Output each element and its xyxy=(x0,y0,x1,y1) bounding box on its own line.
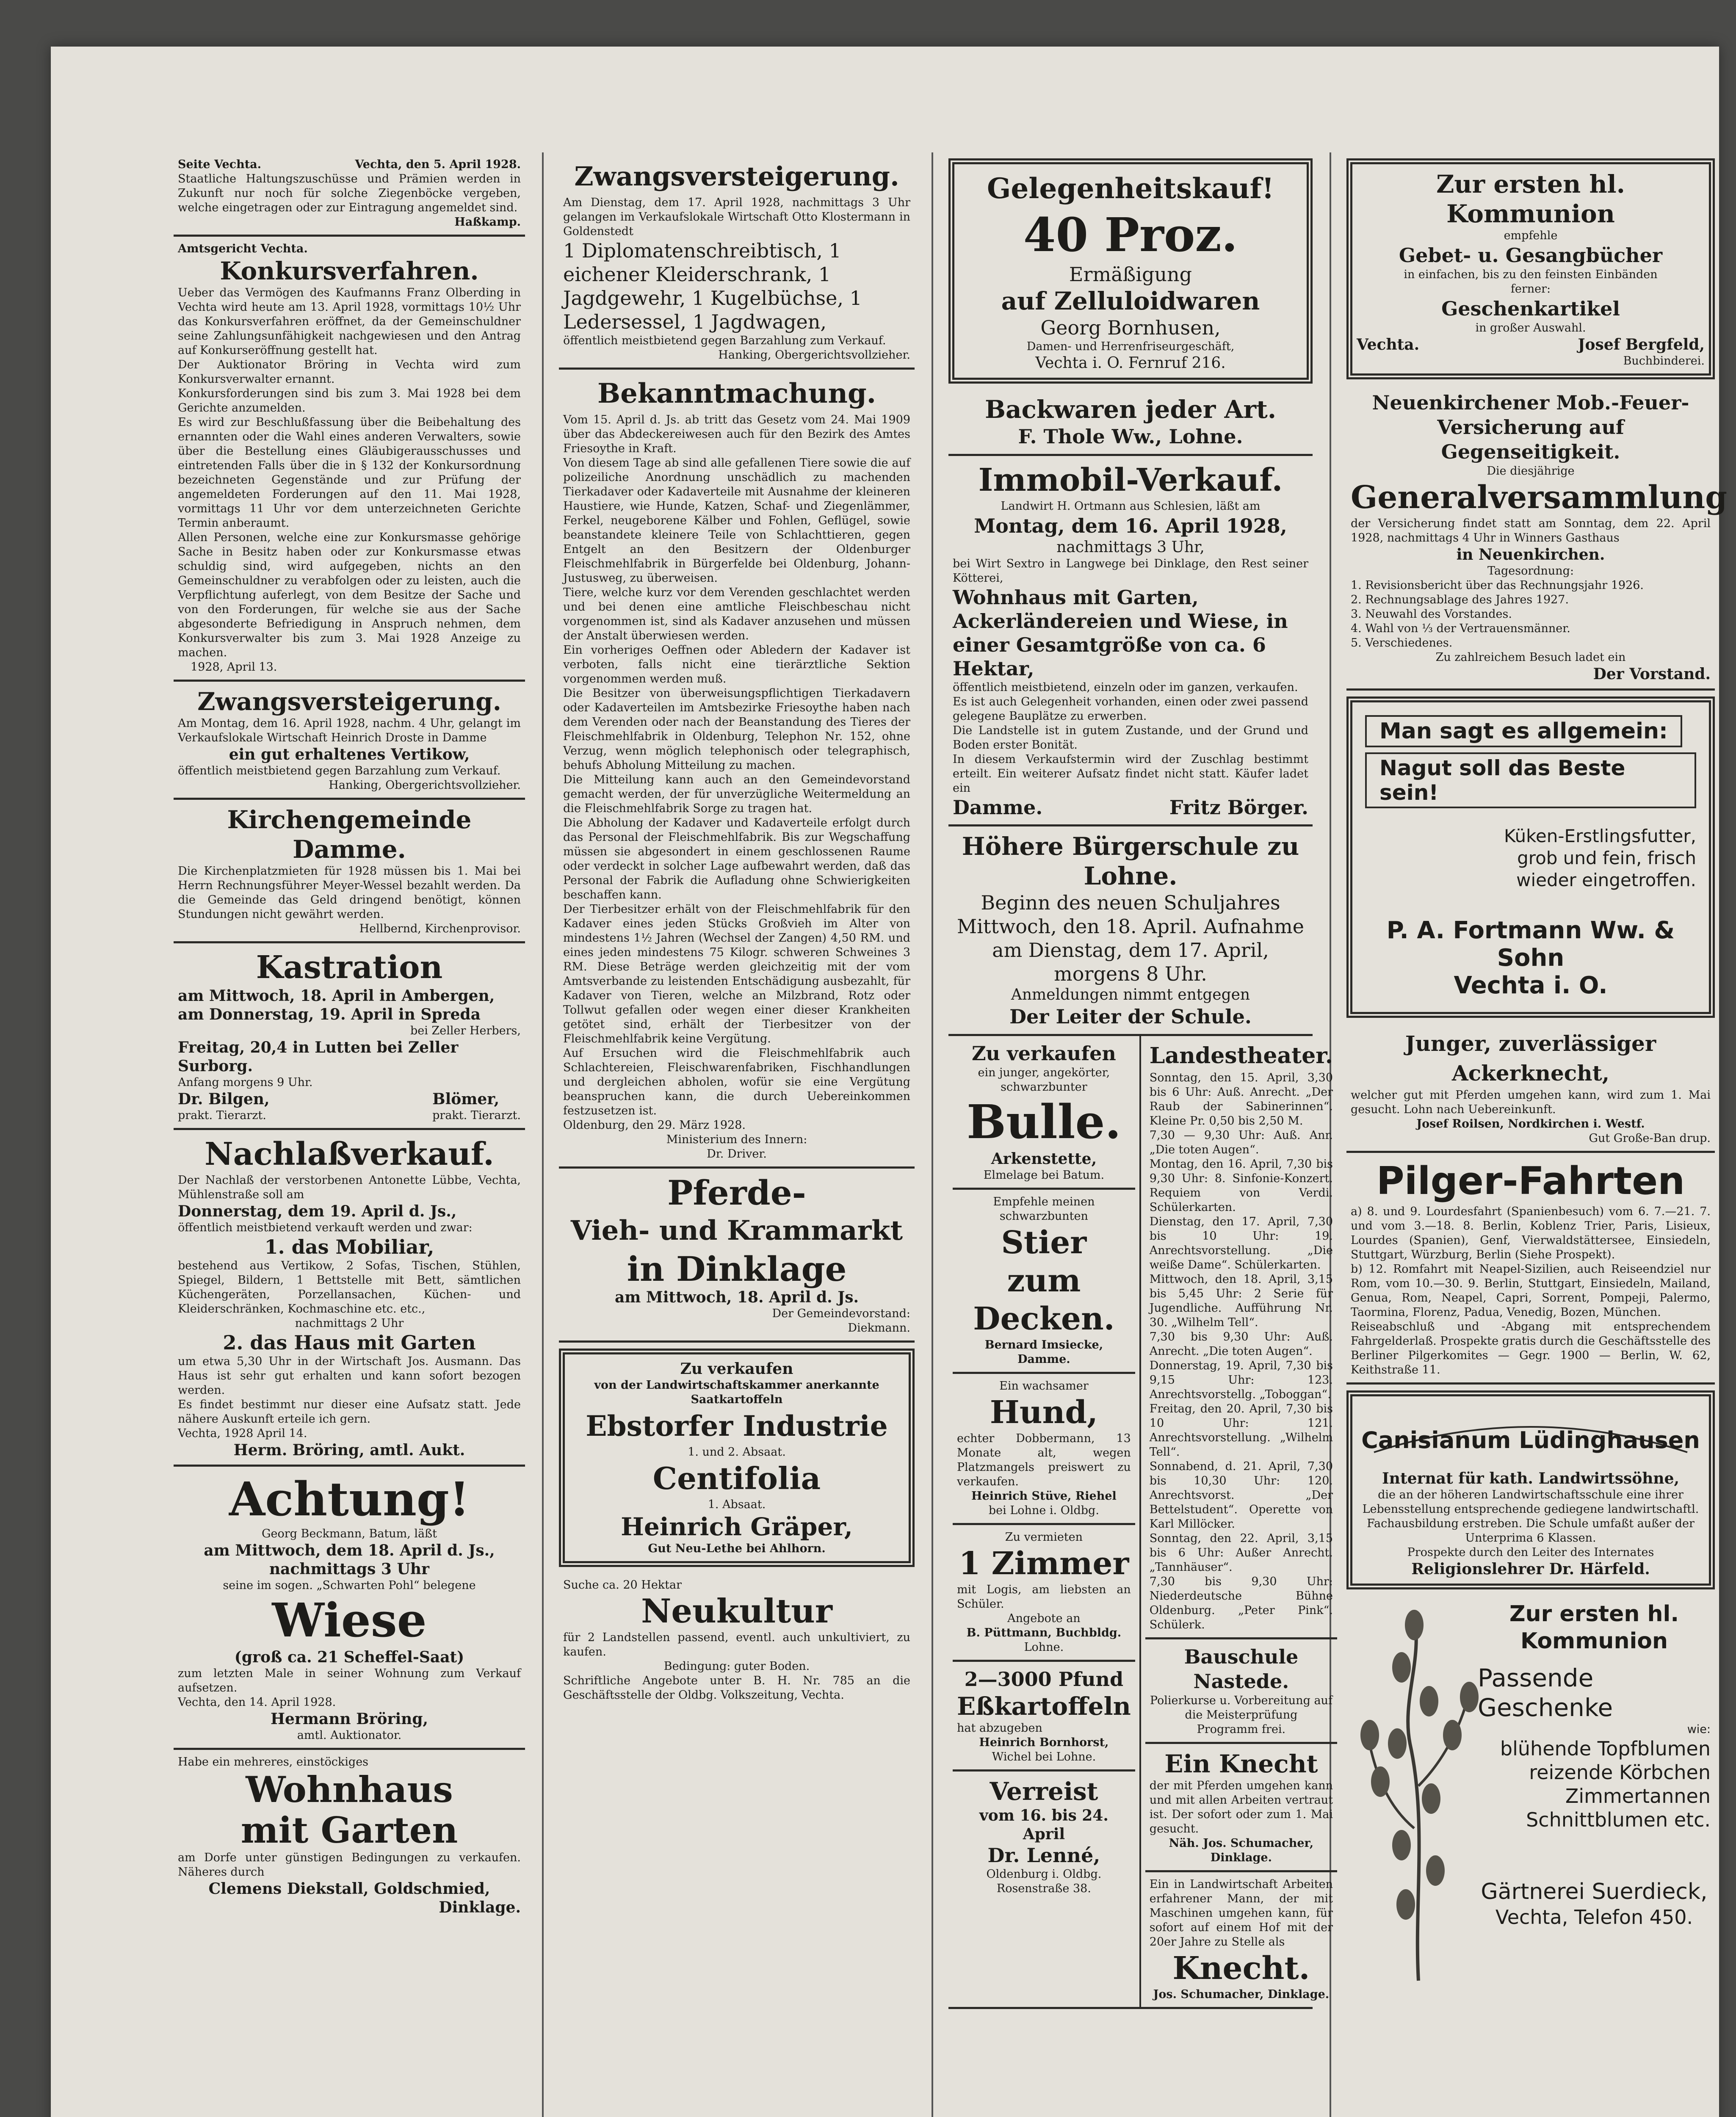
saat-lead: Zu verkaufen xyxy=(680,1360,793,1378)
neukultur-title: Neukultur xyxy=(641,1592,832,1631)
gv-place: in Neuenkirchen. xyxy=(1456,546,1605,564)
achtung-date: Vechta, den 14. April 1928. xyxy=(178,1696,336,1709)
canisianum-l3: Prospekte durch den Leiter des Internates xyxy=(1407,1546,1654,1559)
stier-lead: Empfehle meinen schwarzbunten xyxy=(993,1195,1095,1223)
achtung-wiese: Wiese xyxy=(272,1593,427,1647)
gv-text2: Zu zahlreichem Besuch ladet ein xyxy=(1435,651,1626,664)
header-left: Seite Vechta. xyxy=(178,158,262,171)
immobil-l8: Die Landstelle ist in gutem Zustande, und der Grund und Boden erster Bonität. xyxy=(953,724,1308,752)
gelegenheit-percent: 40 Proz. xyxy=(1023,207,1238,262)
fortmann-l3: wieder eingetroffen. xyxy=(1516,870,1696,890)
wohnhaus-ad xyxy=(174,1750,525,1922)
gv-lead: Neuenkirchener Mob.-Feuer-Versicherung auf Gegenseitigkeit. xyxy=(1372,391,1689,463)
generalversammlung-ad xyxy=(1346,385,1727,691)
wohnhaus-text: am Dorfe unter günstigen Bedingungen zu verkaufen. Näheres durch xyxy=(178,1851,521,1879)
zwang-notice-2 xyxy=(559,152,915,370)
hund-name: Heinrich Stüve, Riehel xyxy=(971,1490,1117,1503)
gv-text: der Versicherung findet statt am Sonntag, dem 22. April 1928, nachmittags 4 Uhr in Winners Gasthaus xyxy=(1351,517,1711,544)
konkurs-text3: Konkursforderungen sind bis zum 3. Mai 1928 bei dem Gerichte anzumelden. xyxy=(178,387,521,415)
theater-p4: Dienstag, den 17. April, 7,30 bis 10 Uhr: 19. Anrechtsvorstellung. „Die weiße Dame“. Schülerkarten. xyxy=(1149,1215,1333,1271)
neukultur-text2: Bedingung: guter Boden. xyxy=(663,1660,810,1673)
kommunion-title: Zur ersten hl. Kommunion xyxy=(1436,170,1625,228)
schule-l1: Beginn des neuen Schuljahres Mittwoch, den 18. April. Aufnahme am Dienstag, dem 17. April, morgens 8 Uhr. xyxy=(957,891,1304,985)
backwaren-ad xyxy=(948,390,1313,456)
col3-right xyxy=(1139,1036,1341,2007)
suerdieck-t2: Geschenke xyxy=(1478,1693,1613,1722)
zimmer-ad xyxy=(953,1525,1135,1662)
column-3 xyxy=(948,152,1333,2009)
bulle-sub: ein junger, angekörter, schwarzbunter xyxy=(978,1066,1110,1094)
bekannt-p3: Tiere, welche kurz vor dem Verenden geschlachtet werden und bei denen eine amtliche Fleischbeschau nicht vorgenommen ist, sind als Kadaver anzusehen und müssen der Anstalt überwiesen werden. xyxy=(563,586,910,642)
konkurs-date: 1928, April 13. xyxy=(191,661,277,674)
zwang-title: Zwangsversteigerung. xyxy=(197,687,501,716)
knecht2-title: Knecht. xyxy=(1172,1950,1310,1987)
zimmer-address: Lohne. xyxy=(1024,1641,1064,1654)
column-1 xyxy=(174,152,525,1922)
konkurs-title: Konkursverfahren. xyxy=(220,257,479,285)
court-name: Amtsgericht Vechta. xyxy=(178,242,308,255)
bekannt-p4: Ein vorheriges Oeffnen oder Abledern der Kadaver ist verboten, falls nicht eine tierärztliche Sektion vorgenommen werden muß. xyxy=(563,644,910,685)
bulle-lead: Zu verkaufen xyxy=(971,1042,1116,1065)
theater-p2: 7,30 — 9,30 Uhr: Auß. Anr. „Die toten Augen“. xyxy=(1149,1129,1333,1156)
markt-title2: Vieh- und Krammarkt xyxy=(570,1215,903,1246)
knecht-name: Näh. Jos. Schumacher, Dinklage. xyxy=(1169,1837,1314,1864)
achtung-text3: seine im sogen. „Schwarten Pohl“ belegene xyxy=(223,1579,476,1592)
pilger-c: Reiseabschluß und -Abgang mit entsprechendem Fahrgelderlaß. Prospekte gratis durch die Geschäftsstelle des Berliner Pilgerkomites — Gegr. 1900 — Berlin, W. 62, Keithstraße 11. xyxy=(1351,1320,1711,1376)
verreist-dates: vom 16. bis 24. April xyxy=(979,1807,1108,1843)
knecht2-ad xyxy=(1145,1872,1337,2007)
bekannt-p2: Von diesem Tage ab sind alle gefallenen Tiere sowie die auf polizeiliche Anordnung unschädlich zu machenden Tierkadaver oder Kadaverteile mit Ausnahme der kleineren Haustiere, wie Hunde, Katzen, Schaf- und Ziegenlämmer, Ferkel, neugeborene Kälber und Fohlen, Geflügel, sowie beanstandete kleinere Teile von Schlachttieren, gegen Entgelt an den Besitzern der Oldenburger Fleischmehlfabrik in Bürgerfelde bei Oldenburg, Johann-Justusweg, zu überweisen. xyxy=(563,456,910,585)
immobil-l7: Es ist auch Gelegenheit vorhanden, einen oder zwei passend gelegene Bauplätze zu erwerben. xyxy=(953,695,1308,723)
markt-title3: in Dinklage xyxy=(627,1249,847,1289)
nachlass-title: Nachlaßverkauf. xyxy=(205,1136,494,1172)
ackerknecht-address: Gut Große-Ban drup. xyxy=(1589,1132,1711,1145)
zimmer-text: mit Logis, am liebsten an Schüler. xyxy=(957,1583,1131,1611)
column-4 xyxy=(1346,152,1727,2037)
wohnhaus-signature: Clemens Diekstall, Goldschmied, xyxy=(208,1880,490,1898)
saat-variety1-note: 1. und 2. Absaat. xyxy=(688,1445,786,1459)
zwang-text2: öffentlich meistbietend gegen Barzahlung zum Verkauf. xyxy=(178,764,501,777)
bulle-ad xyxy=(953,1036,1135,1190)
kastration-line2: am Donnerstag, 19. April in Spreda xyxy=(178,1006,481,1023)
kastration-ad xyxy=(174,943,525,1130)
neukultur-text: für 2 Landstellen passend, eventl. auch unkultiviert, zu kaufen. xyxy=(563,1631,910,1658)
hund-address: bei Lohne i. Oldbg. xyxy=(988,1504,1099,1517)
gelegenheit-ad xyxy=(948,158,1313,384)
bekannt-p1: Vom 15. April d. Js. ab tritt das Gesetz vom 24. Mai 1909 über das Abdeckereiwesen auch für den Bezirk des Amtes Friesoythe in Kraft. xyxy=(563,413,910,455)
zwang2-text2: öffentlich meistbietend gegen Barzahlung zum Verkauf. xyxy=(563,334,886,347)
immobil-place: Damme. xyxy=(953,796,1043,819)
bauschule-title: Bauschule Nastede. xyxy=(1184,1645,1299,1693)
gv-agenda-item: 1. Revisionsbericht über das Rechnungsjahr 1926. xyxy=(1351,579,1644,592)
achtung-text2: am Mittwoch, dem 18. April d. Js., nachmittags 3 Uhr xyxy=(204,1542,495,1578)
zwang-signature: Hanking, Obergerichtsvollzieher. xyxy=(329,779,521,792)
immobil-l5: Wohnhaus mit Garten, Ackerländereien und Wiese, in einer Gesamtgröße von ca. 6 Hektar, xyxy=(953,586,1288,680)
kastration-title: Kastration xyxy=(256,949,443,986)
zimmer-text2: Angebote an xyxy=(1007,1612,1081,1625)
zimmer-lead: Zu vermieten xyxy=(1005,1531,1083,1544)
bekannt-p8: Der Tierbesitzer erhält von der Fleischmehlfabrik für den Kadaver eines jeden Stücks Großvieh im Alter von mindestens 1½ Jahren (Wechsel der Zangen) 4,50 RM. und eines jeden mindestens 75 Kilogr. schweren Schweines 3 RM. Diese Beträge werden gleichzeitig mit der vom Amtsverbande zu leistenden Entschädigung ausbezahlt, für Kadaver von Tieren, welche an Milzbrand, Rotz oder Tollwut gefallen oder wegen einer dieser Krankheiten getötet sind, erhält der Tierbesitzer von der Fleischmehlfabrik keine Vergütung. xyxy=(563,903,910,1045)
wohnhaus-title1: Wohnhaus xyxy=(246,1769,453,1810)
zimmer-name: B. Püttmann, Buchbldg. xyxy=(966,1626,1122,1639)
canisianum-l1: Internat für kath. Landwirtssöhne, xyxy=(1382,1470,1680,1487)
theater-p9: Sonnabend, d. 21. April, 7,30 bis 10,30 Uhr: 120. Anrechtsvorst. „Der Bettelstudent“. Operette von Karl Millöcker. xyxy=(1149,1460,1333,1531)
bekannt-p7: Die Abholung der Kadaver und Kadaverteile erfolgt durch das Personal der Fleischmehlfabrik. Bis zur Wegschaffung müssen sie abgesondert in einem geschlossenen Raume oder verdeckt in solcher Lage aufbewahrt werden, daß das Personal der Fabrik die Aufladung ohne Schwierigkeiten beschaffen kann. xyxy=(563,816,910,901)
immobil-l1: Landwirt H. Ortmann aus Schlesien, läßt am xyxy=(1001,500,1261,513)
fortmann-ad xyxy=(1346,696,1715,1018)
saat-sub: von der Landwirtschaftskammer anerkannte Saatkartoffeln xyxy=(594,1379,879,1406)
gelegenheit-name: Georg Bornhusen, xyxy=(1040,316,1221,339)
markt-date: am Mittwoch, 18. April d. Js. xyxy=(614,1288,859,1306)
achtung-text4: (groß ca. 21 Scheffel-Saat) xyxy=(234,1648,464,1666)
zwang-notice-1 xyxy=(174,682,525,800)
achtung-ad xyxy=(174,1467,525,1750)
immobil-l9: In diesem Verkaufstermin wird der Zuschlag bestimmt erteilt. Ein weiterer Aufsatz findet nicht statt. Käufer ladet ein xyxy=(953,753,1308,795)
bekannt-p6: Die Mitteilung kann auch an den Gemeindevorstand gemacht werden, der für unverzügliche Weitermeldung an die Fleischmehlfabrik Sorge zu tragen hat. xyxy=(563,773,910,815)
knecht-title: Ein Knecht xyxy=(1164,1749,1318,1778)
achtung-signature: Hermann Bröring, xyxy=(270,1710,428,1728)
bauschule-text2: Programm frei. xyxy=(1197,1723,1286,1736)
hund-title: Hund, xyxy=(990,1394,1098,1431)
canisianum-banner xyxy=(1357,1401,1704,1469)
nachlass-date2: Vechta, 1928 April 14. xyxy=(178,1427,307,1440)
backwaren-title: Backwaren jeder Art. xyxy=(984,395,1277,424)
knecht-ad xyxy=(1145,1744,1337,1872)
knecht2-text: Ein in Landwirtschaft Arbeiten erfahrener Mann, der mit Maschinen umgehen kann, für sofort auf einem Hof mit der 20er Jahre zu Stelle als xyxy=(1149,1878,1333,1948)
stier-title2: zum Decken. xyxy=(973,1263,1115,1337)
ess-text: hat abzugeben xyxy=(957,1722,1042,1735)
newspaper-page xyxy=(174,152,1727,2117)
intro-notice xyxy=(174,152,525,237)
ess-address: Wichel bei Lohne. xyxy=(992,1750,1096,1763)
schule-l2: Anmeldungen nimmt entgegen xyxy=(1011,986,1250,1003)
saat-variety2: Centifolia xyxy=(652,1460,821,1496)
ackerknecht-ad xyxy=(1346,1024,1715,1153)
bulle-title: Bulle. xyxy=(966,1094,1121,1149)
verreist-address2: Rosenstraße 38. xyxy=(996,1882,1091,1895)
col3-split xyxy=(948,1036,1333,2009)
kastration-line2b: bei Zeller Herbers, xyxy=(410,1024,521,1037)
bekannt-p5: Die Besitzer von überweisungspflichtigen Tierkadavern oder Kadaverteilen im Amtsbezirke Friesoythe haben nach dem Verenden oder nach der Beanstandung des Tieres der Fleischmehlfabrik in Oldenburg, Telephon Nr. 152, ohne Verzug, wenn möglich telephonisch oder telegraphisch, behufs Abholung Mitteilung zu machen. xyxy=(563,687,910,772)
gelegenheit-title: Gelegenheitskauf! xyxy=(987,172,1274,205)
catkin-branch-illustration xyxy=(1351,1608,1490,1989)
suerdieck-t1: Passende xyxy=(1478,1664,1594,1692)
bauschule-ad xyxy=(1145,1639,1337,1744)
zwang2-text: Am Dienstag, dem 17. April 1928, nachmittags 3 Uhr gelangen im Verkaufslokale Wirtschaft Otto Klostermann in Goldenstedt xyxy=(563,196,910,238)
kommunion-l2: Gebet- u. Gesangbücher xyxy=(1399,244,1663,267)
schule-signature: Der Leiter der Schule. xyxy=(1009,1005,1252,1028)
theater-p11: 7,30 bis 9,30 Uhr: Niederdeutsche Bühne Oldenburg. „Peter Pink“. Schülerk. xyxy=(1149,1575,1333,1631)
konkurs-text1: Ueber das Vermögen des Kaufmanns Franz Olberding in Vechta wird heute am 13. April 1928, vormittags 10½ Uhr das Konkursverfahren eröffnet, da der Gemeinschuldner seine Zahlungsunfähigkeit nachgewiesen und den Antrag auf Konkurseröffnung gestellt hat. xyxy=(178,286,521,357)
verreist-address: Oldenburg i. Oldbg. xyxy=(986,1868,1102,1881)
nachlass-ad xyxy=(174,1130,525,1467)
bulle-name: Arkenstette, xyxy=(991,1150,1097,1168)
gv-signature: Der Vorstand. xyxy=(1593,665,1711,683)
markt-signature: Der Gemeindevorstand: xyxy=(772,1307,910,1320)
gv-sub: Die diesjährige xyxy=(1487,464,1575,478)
ackerknecht-title: Junger, zuverlässiger Ackerknecht, xyxy=(1405,1031,1656,1086)
canisianum-l2: die an der höheren Landwirtschaftsschule eine ihrer Lebensstellung entsprechende gediegene landwirtschaftl. Fachausbildung erstreben. Die Schule umfaßt außer der Unterprima 6 Klassen. xyxy=(1362,1488,1699,1545)
markt-title1: Pferde- xyxy=(667,1173,806,1213)
pilger-title: Pilger-Fahrten xyxy=(1376,1159,1685,1203)
verreist-ad xyxy=(953,1772,1135,1901)
bekannt-notice xyxy=(559,370,915,1169)
hund-text: echter Dobbermann, 13 Monate alt, wegen Platzmangels preiswert zu verkaufen. xyxy=(957,1432,1131,1488)
canisianum-ad xyxy=(1346,1390,1715,1589)
verreist-title: Verreist xyxy=(990,1777,1098,1806)
saat-address: Gut Neu-Lethe bei Ahlhorn. xyxy=(648,1542,826,1555)
achtung-title: Achtung! xyxy=(229,1472,470,1526)
newspaper-sheet xyxy=(51,47,1727,2117)
kommunion-books-ad xyxy=(1346,158,1715,379)
zwang-text: Am Montag, dem 16. April 1928, nachm. 4 Uhr, gelangt im Verkaufslokale Wirtschaft Heinrich Droste in Damme xyxy=(178,717,521,744)
suerdieck-item: Zimmertannen xyxy=(1565,1785,1711,1807)
zwang2-signature: Hanking, Obergerichtsvollzieher. xyxy=(718,348,910,362)
col3-left xyxy=(948,1036,1139,2007)
immobil-l4: bei Wirt Sextro in Langwege bei Dinklage, den Rest seiner Kötterei, xyxy=(953,557,1308,585)
saat-ad xyxy=(559,1349,915,1567)
theater-p1: Sonntag, den 15. April, 3,30 bis 6 Uhr: Auß. Anrecht. „Der Raub der Sabinerinnen“. Kleine Pr. 0,50 bis 2,50 M. xyxy=(1149,1071,1333,1128)
gv-agenda-item: 4. Wahl von ⅓ der Vertrauensmänner. xyxy=(1351,622,1570,635)
kommunion-l5: Geschenkartikel xyxy=(1441,297,1620,320)
bekannt-title: Bekanntmachung. xyxy=(597,378,876,409)
fortmann-slogan1: Man sagt es allgemein: xyxy=(1365,715,1682,747)
canisianum-title: Canisianum Lüdinghausen xyxy=(1361,1427,1700,1454)
wohnhaus-lead: Habe ein mehreres, einstöckiges xyxy=(178,1755,369,1769)
bekannt-date: Oldenburg, den 29. März 1928. xyxy=(563,1119,746,1132)
nachlass-item2-desc: um etwa 5,30 Uhr in der Wirtschaft Jos. Ausmann. Das Haus ist sehr gut erhalten und kann sofort bezogen werden. xyxy=(178,1355,521,1397)
theater-ad xyxy=(1145,1036,1337,1639)
nachlass-item1-desc: bestehend aus Vertikow, 2 Sofas, Tischen, Stühlen, Spiegel, Bildern, 1 Bettstelle mit Bett, sämtlichen Küchengeräten, Porzellansachen, Küchen- und Kleiderschränken, Kochmaschine etc. etc., xyxy=(178,1259,521,1316)
intro-signature: Haßkamp. xyxy=(454,216,521,229)
immobil-signature: Fritz Börger. xyxy=(1169,796,1308,819)
zwang2-title: Zwangsversteigerung. xyxy=(574,161,899,192)
column-2 xyxy=(559,152,915,1708)
schule-title: Höhere Bürgerschule zu Lohne. xyxy=(962,832,1299,890)
ess-name: Heinrich Bornhorst, xyxy=(979,1736,1109,1749)
pilger-ad xyxy=(1346,1153,1715,1385)
nachlass-text2: öffentlich meistbietend verkauft werden und zwar: xyxy=(178,1221,473,1234)
fortmann-place: Vechta i. O. xyxy=(1454,972,1608,999)
suerdieck-title: Zur ersten hl. Kommunion xyxy=(1509,1601,1679,1654)
zwang2-items: 1 Diplomatenschreibtisch, 1 eichener Kleiderschrank, 1 Jagdgewehr, 1 Kugelbüchse, 1 Ledersessel, 1 Jagdwagen, xyxy=(563,239,862,333)
immobil-title: Immobil-Verkauf. xyxy=(978,462,1283,498)
intro-text: Staatliche Haltungszuschüsse und Prämien werden in Zukunft nur noch für solche Ziegenböcke vergeben, welche eingetragen oder zur Eintragung angemeldet sind. xyxy=(178,172,521,214)
stier-name: Bernard Imsiecke, Damme. xyxy=(984,1338,1103,1366)
kirche-signature: Hellbernd, Kirchenprovisor. xyxy=(359,922,521,935)
gelegenheit-line2: auf Zelluloidwaren xyxy=(1001,287,1260,315)
vet-2-title: prakt. Tierarzt. xyxy=(432,1109,521,1122)
markt-ad xyxy=(559,1169,915,1343)
kastration-line1: am Mittwoch, 18. April in Ambergen, xyxy=(178,987,495,1005)
fortmann-l2: grob und fein, frisch xyxy=(1517,848,1696,868)
nachlass-text3: Es findet bestimmt nur dieser eine Aufsatz statt. Jede nähere Auskunft erteile ich gern. xyxy=(178,1398,521,1426)
suerdieck-item: reizende Körbchen xyxy=(1529,1761,1711,1784)
neukultur-lead: Suche ca. 20 Hektar xyxy=(563,1578,682,1592)
ess-title2: Eßkartoffeln xyxy=(957,1692,1131,1721)
kirche-text: Die Kirchenplatzmieten für 1928 müssen bis 1. Mai bei Herrn Rechnungsführer Meyer-Wessel bezahlt werden. Da die Gemeinde das Geld dringend benötigt, können Stundungen nicht gewährt werden. xyxy=(178,865,521,921)
column-rule xyxy=(932,152,933,2117)
nachlass-text: Der Nachlaß der verstorbenen Antonette Lübbe, Vechta, Mühlenstraße soll am xyxy=(178,1174,521,1201)
theater-p7: Donnerstag, 19. April, 7,30 bis 9,15 Uhr: 123. Anrechtsvorstellg. „Toboggan“. xyxy=(1149,1359,1333,1401)
konkurs-text4: Es wird zur Beschlußfassung über die Beibehaltung des ernannten oder die Wahl eines anderen Verwalters, sowie über die Bestellung eines Gläubigerausschusses und eintretenden Falls über die in § 132 der Konkursordnung bezeichneten Gegenstände und zur Prüfung der angemeldeten Forderungen auf den 11. Mai 1928, vormittags 11 Uhr vor dem unterzeichneten Gerichte Termin anberaumt. xyxy=(178,416,521,530)
konkurs-text5: Allen Personen, welche eine zur Konkursmasse gehörige Sache in Besitz haben oder zur Konkursmasse etwas schuldig sind, wird aufgegeben, nichts an den Gemeinschuldner zu verabfolgen oder zu leisten, auch die Verpflichtung auferlegt, von dem Besitze der Sache und von den Forderungen, für welche sie aus der Sache abgesonderte Befriedigung in Anspruch nehmen, dem Konkursverwalter bis zum 3. Mai 1928 Anzeige zu machen. xyxy=(178,531,521,659)
kommunion-l3: in einfachen, bis zu den feinsten Einbänden xyxy=(1404,268,1658,281)
bulle-address: Elmelage bei Batum. xyxy=(983,1169,1105,1182)
zwang-item: ein gut erhaltenes Vertikow, xyxy=(229,746,470,763)
nachlass-time: nachmittags 2 Uhr xyxy=(295,1317,404,1330)
suerdieck-ad xyxy=(1346,1595,1715,2037)
column-rule xyxy=(542,152,544,2117)
wohnhaus-title2: mit Garten xyxy=(240,1809,458,1851)
kommunion-l6: in großer Auswahl. xyxy=(1475,321,1586,334)
theater-p10: Sonntag, den 22. April, 3,15 bis 6 Uhr: Außer Anrecht. „Tannhäuser“. xyxy=(1149,1532,1333,1574)
kastration-line3: Freitag, 20,4 in Lutten bei Zeller Surborg. xyxy=(178,1039,459,1075)
gv-agenda-item: 3. Neuwahl des Vorstandes. xyxy=(1351,608,1512,621)
immobil-l6: öffentlich meistbietend, einzeln oder im ganzen, verkaufen. xyxy=(953,681,1298,694)
gelegenheit-sub: Damen- und Herrenfriseurgeschäft, xyxy=(1026,340,1235,353)
knecht2-name: Jos. Schumacher, Dinklage. xyxy=(1153,1988,1330,2001)
fortmann-name: P. A. Fortmann Ww. & Sohn xyxy=(1386,917,1675,972)
kommunion-signature-title: Buchbinderei. xyxy=(1623,354,1705,368)
suerdieck-name: Gärtnerei Suerdieck, xyxy=(1481,1879,1708,1904)
backwaren-sub: F. Thole Ww., Lohne. xyxy=(1018,425,1243,448)
immobil-date: Montag, dem 16. April 1928, xyxy=(974,514,1287,537)
bekannt-signature-name: Dr. Driver. xyxy=(707,1147,767,1161)
ackerknecht-text: welcher gut mit Pferden umgehen kann, wird zum 1. Mai gesucht. Lohn nach Uebereinkunft. xyxy=(1351,1089,1711,1116)
gelegenheit-address: Vechta i. O. Fernruf 216. xyxy=(1035,354,1226,372)
suerdieck-item: Schnittblumen etc. xyxy=(1526,1808,1711,1831)
ess-title1: 2—3000 Pfund xyxy=(964,1668,1124,1691)
kirche-notice xyxy=(174,800,525,943)
gv-agenda-item: 5. Verschiedenes. xyxy=(1351,636,1453,649)
header-date: Vechta, den 5. April 1928. xyxy=(355,158,521,171)
neukultur-text3: Schriftliche Angebote unter B. H. Nr. 785 an die Geschäftsstelle der Oldbg. Volkszeitung, Vechta. xyxy=(563,1674,910,1702)
gv-title: Generalversammlung xyxy=(1351,479,1727,516)
kommunion-l4: ferner: xyxy=(1510,282,1551,296)
saat-variety2-note: 1. Absaat. xyxy=(708,1498,766,1511)
achtung-text1: Georg Beckmann, Batum, läßt xyxy=(261,1527,437,1540)
nachlass-item1: 1. das Mobiliar, xyxy=(264,1235,434,1258)
kommunion-l1: empfehle xyxy=(1504,229,1558,242)
knecht-text: der mit Pferden umgehen kann und mit allen Arbeiten vertraut ist. Der sofort oder zum 1. Mai gesucht. xyxy=(1149,1779,1333,1835)
stier-title1: Stier xyxy=(1001,1224,1087,1261)
bauschule-text: Polierkurse u. Vorbereitung auf die Meisterprüfung xyxy=(1150,1694,1332,1722)
immobil-ad xyxy=(948,456,1313,826)
ackerknecht-name: Josef Roilsen, Nordkirchen i. Westf. xyxy=(1416,1117,1645,1130)
konkurs-notice xyxy=(174,237,525,682)
gelegenheit-line1: Ermäßigung xyxy=(1069,263,1192,286)
bekannt-p9: Auf Ersuchen wird die Fleischmehlfabrik auch Schlachtereien, Fleischwarenfabriken, Fischhandlungen und dergleichen abholen, wofür sie eine Vergütung beanspruchen kann, die durch Uebereinkommen festzusetzen ist. xyxy=(563,1047,910,1117)
gv-agenda-label: Tagesordnung: xyxy=(1487,564,1574,578)
bekannt-signature: Ministerium des Innern: xyxy=(666,1133,807,1146)
hund-lead: Ein wachsamer xyxy=(999,1379,1089,1393)
theater-title: Landestheater. xyxy=(1149,1043,1333,1069)
kommunion-place: Vechta. xyxy=(1357,336,1420,354)
zimmer-title: 1 Zimmer xyxy=(959,1545,1129,1582)
nachlass-item2: 2. das Haus mit Garten xyxy=(223,1331,476,1354)
pilger-b: b) 12. Romfahrt mit Neapel-Sizilien, auch Reiseendziel nur Rom, vom 10.—30. 9. Berlin, Stuttgart, Einsiedeln, Mailand, Genua, Rom, Neapel, Capri, Sorrent, Pompeji, Palermo, Taormina, Florenz, Padua, Venedig, Bozen, München. xyxy=(1351,1263,1711,1319)
vet-2-name: Blömer, xyxy=(432,1090,500,1108)
gv-agenda-item: 2. Rechnungsablage des Jahres 1927. xyxy=(1351,593,1569,606)
stier-ad xyxy=(953,1190,1135,1374)
esskartoffeln-ad xyxy=(953,1662,1135,1772)
markt-signature-name: Diekmann. xyxy=(848,1321,910,1335)
fortmann-l1: Küken-Erstlingsfutter, xyxy=(1504,826,1696,846)
suerdieck-item: blühende Topfblumen xyxy=(1500,1737,1711,1760)
canisianum-signature: Religionslehrer Dr. Härfeld. xyxy=(1411,1560,1650,1578)
schule-ad xyxy=(948,826,1313,1036)
vet-1-name: Dr. Bilgen, xyxy=(178,1090,270,1108)
suerdieck-wie: wie: xyxy=(1687,1723,1711,1736)
saat-name: Heinrich Gräper, xyxy=(621,1512,853,1541)
kastration-time: Anfang morgens 9 Uhr. xyxy=(178,1076,313,1089)
wohnhaus-place: Dinklage. xyxy=(439,1899,521,1916)
immobil-time: nachmittags 3 Uhr, xyxy=(1056,539,1205,556)
kirche-title: Kirchengemeinde Damme. xyxy=(227,805,472,864)
hund-ad xyxy=(953,1374,1135,1525)
saat-variety1: Ebstorfer Industrie xyxy=(586,1409,888,1443)
achtung-text5: zum letzten Male in seiner Wohnung zum Verkauf aufsetzen. xyxy=(178,1667,521,1694)
nachlass-signature: Herm. Bröring, amtl. Aukt. xyxy=(233,1441,465,1459)
fortmann-slogan2: Nagut soll das Beste sein! xyxy=(1365,752,1696,808)
kommunion-signature: Josef Bergfeld, xyxy=(1578,336,1705,354)
pilger-a: a) 8. und 9. Lourdesfahrt (Spanienbesuch) vom 6. 7.—21. 7. und vom 3.—18. 8. Berlin, Koblenz Trier, Paris, Lisieux, Lourdes (Spanien), Genf, Vierwaldstättersee, Einsiedeln, Stuttgart, Würzburg, Berlin (Siehe Prospekt). xyxy=(1351,1205,1711,1261)
nachlass-date: Donnerstag, dem 19. April d. Js., xyxy=(178,1202,457,1220)
vet-1-title: prakt. Tierarzt. xyxy=(178,1109,266,1122)
achtung-signature-title: amtl. Auktionator. xyxy=(297,1729,402,1742)
konkurs-text2: Der Auktionator Bröring in Vechta wird zum Konkursverwalter ernannt. xyxy=(178,358,521,386)
theater-p5: Mittwoch, den 18. April, 3,15 bis 5,45 Uhr: 2 Serie für Jugendliche. Aufführung Nr. 30. „Wilhelm Tell“. xyxy=(1149,1273,1333,1329)
theater-p6: 7,30 bis 9,30 Uhr: Auß. Anrecht. „Die toten Augen“. xyxy=(1149,1330,1333,1358)
theater-p3: Montag, den 16. April, 7,30 bis 9,30 Uhr: 8. Sinfonie-Konzert. Requiem von Verdi. Schülerkarten. xyxy=(1149,1158,1333,1214)
neukultur-ad xyxy=(559,1573,915,1708)
theater-p8: Freitag, den 20. April, 7,30 bis 10 Uhr: 121. Anrechtsvorstellung. „Wilhelm Tell“. xyxy=(1149,1402,1333,1459)
suerdieck-address: Vechta, Telefon 450. xyxy=(1495,1906,1693,1929)
verreist-name: Dr. Lenné, xyxy=(987,1844,1100,1867)
